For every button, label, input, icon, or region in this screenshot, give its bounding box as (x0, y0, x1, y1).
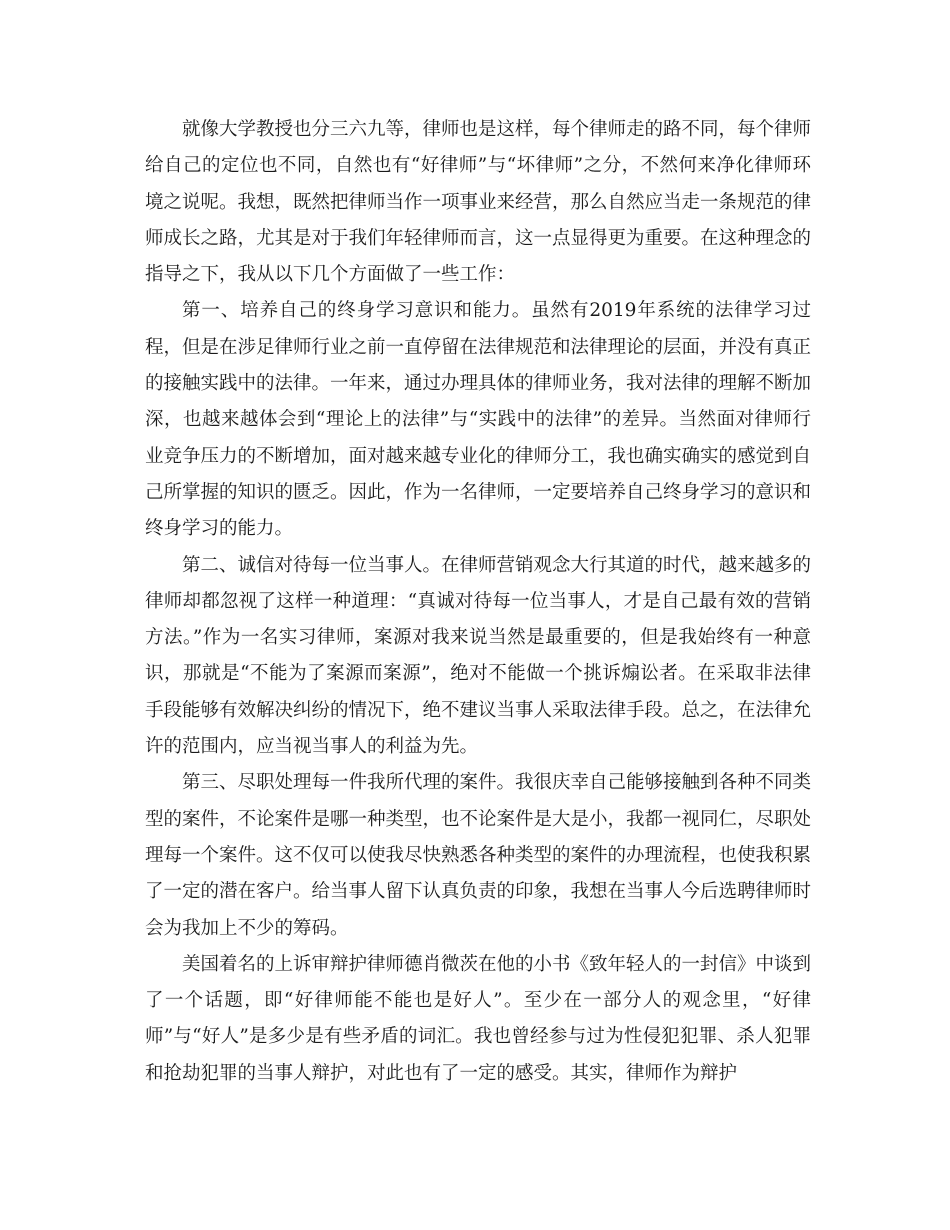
paragraph-5: 美国着名的上诉审辩护律师德肖微茨在他的小书《致年轻人的一封信》中谈到了一个话题，即“好律师能不能也是好人”。至少在一部分人的观念里，“好律师”与“好人”是多少是有些矛盾的词汇。我也曾经参与过为性侵犯犯罪、杀人犯罪和抢劫犯罪的当事人辩护，对此也有了一定的感受。其实，律师作为辩护 (145, 953, 812, 1084)
paragraph-4: 第三、尽职处理每一件我所代理的案件。我很庆幸自己能够接触到各种不同类型的案件，不论案件是哪一种类型，也不论案件是大是小，我都一视同仁，尽职处理每一个案件。这不仅可以使我尽快熟悉各种类型的案件的办理流程，也使我积累了一定的潜在客户。给当事人留下认真负责的印象，我想在当事人今后选聘律师时会为我加上不少的筹码。 (145, 772, 812, 939)
document-body (145, 112, 811, 1092)
paragraph-1: 就像大学教授也分三六九等，律师也是这样，每个律师走的路不同，每个律师给自己的定位也不同，自然也有“好律师”与“坏律师”之分，不然何来净化律师环境之说呢。我想，既然把律师当作一项事业来经营，那么自然应当走一条规范的律师成长之路，尤其是对于我们年轻律师而言，这一点显得更为重要。在这种理念的指导之下，我从以下几个方面做了一些工作： (145, 119, 812, 286)
paragraph-3: 第二、诚信对待每一位当事人。在律师营销观念大行其道的时代，越来越多的律师却都忽视了这样一种道理：“真诚对待每一位当事人，才是自己最有效的营销方法。”作为一名实习律师，案源对我来说当然是最重要的，但是我始终有一种意识，那就是“不能为了案源而案源”，绝对不能做一个挑诉煽讼者。在采取非法律手段能够有效解决纠纷的情况下，绝不建议当事人采取法律手段。总之，在法律允许的范围内，应当视当事人的利益为先。 (145, 554, 812, 758)
paragraph-2: 第一、培养自己的终身学习意识和能力。虽然有2019年系统的法律学习过程，但是在涉足律师行业之前一直停留在法律规范和法律理论的层面，并没有真正的接触实践中的法律。一年来，通过办理具体的律师业务，我对法律的理解不断加深，也越来越体会到“理论上的法律”与“实践中的法律”的差异。当然面对律师行业竞争压力的不断增加，面对越来越专业化的律师分工，我也确实确实的感觉到自己所掌握的知识的匮乏。因此，作为一名律师，一定要培养自己终身学习的意识和终身学习的能力。 (145, 300, 812, 540)
